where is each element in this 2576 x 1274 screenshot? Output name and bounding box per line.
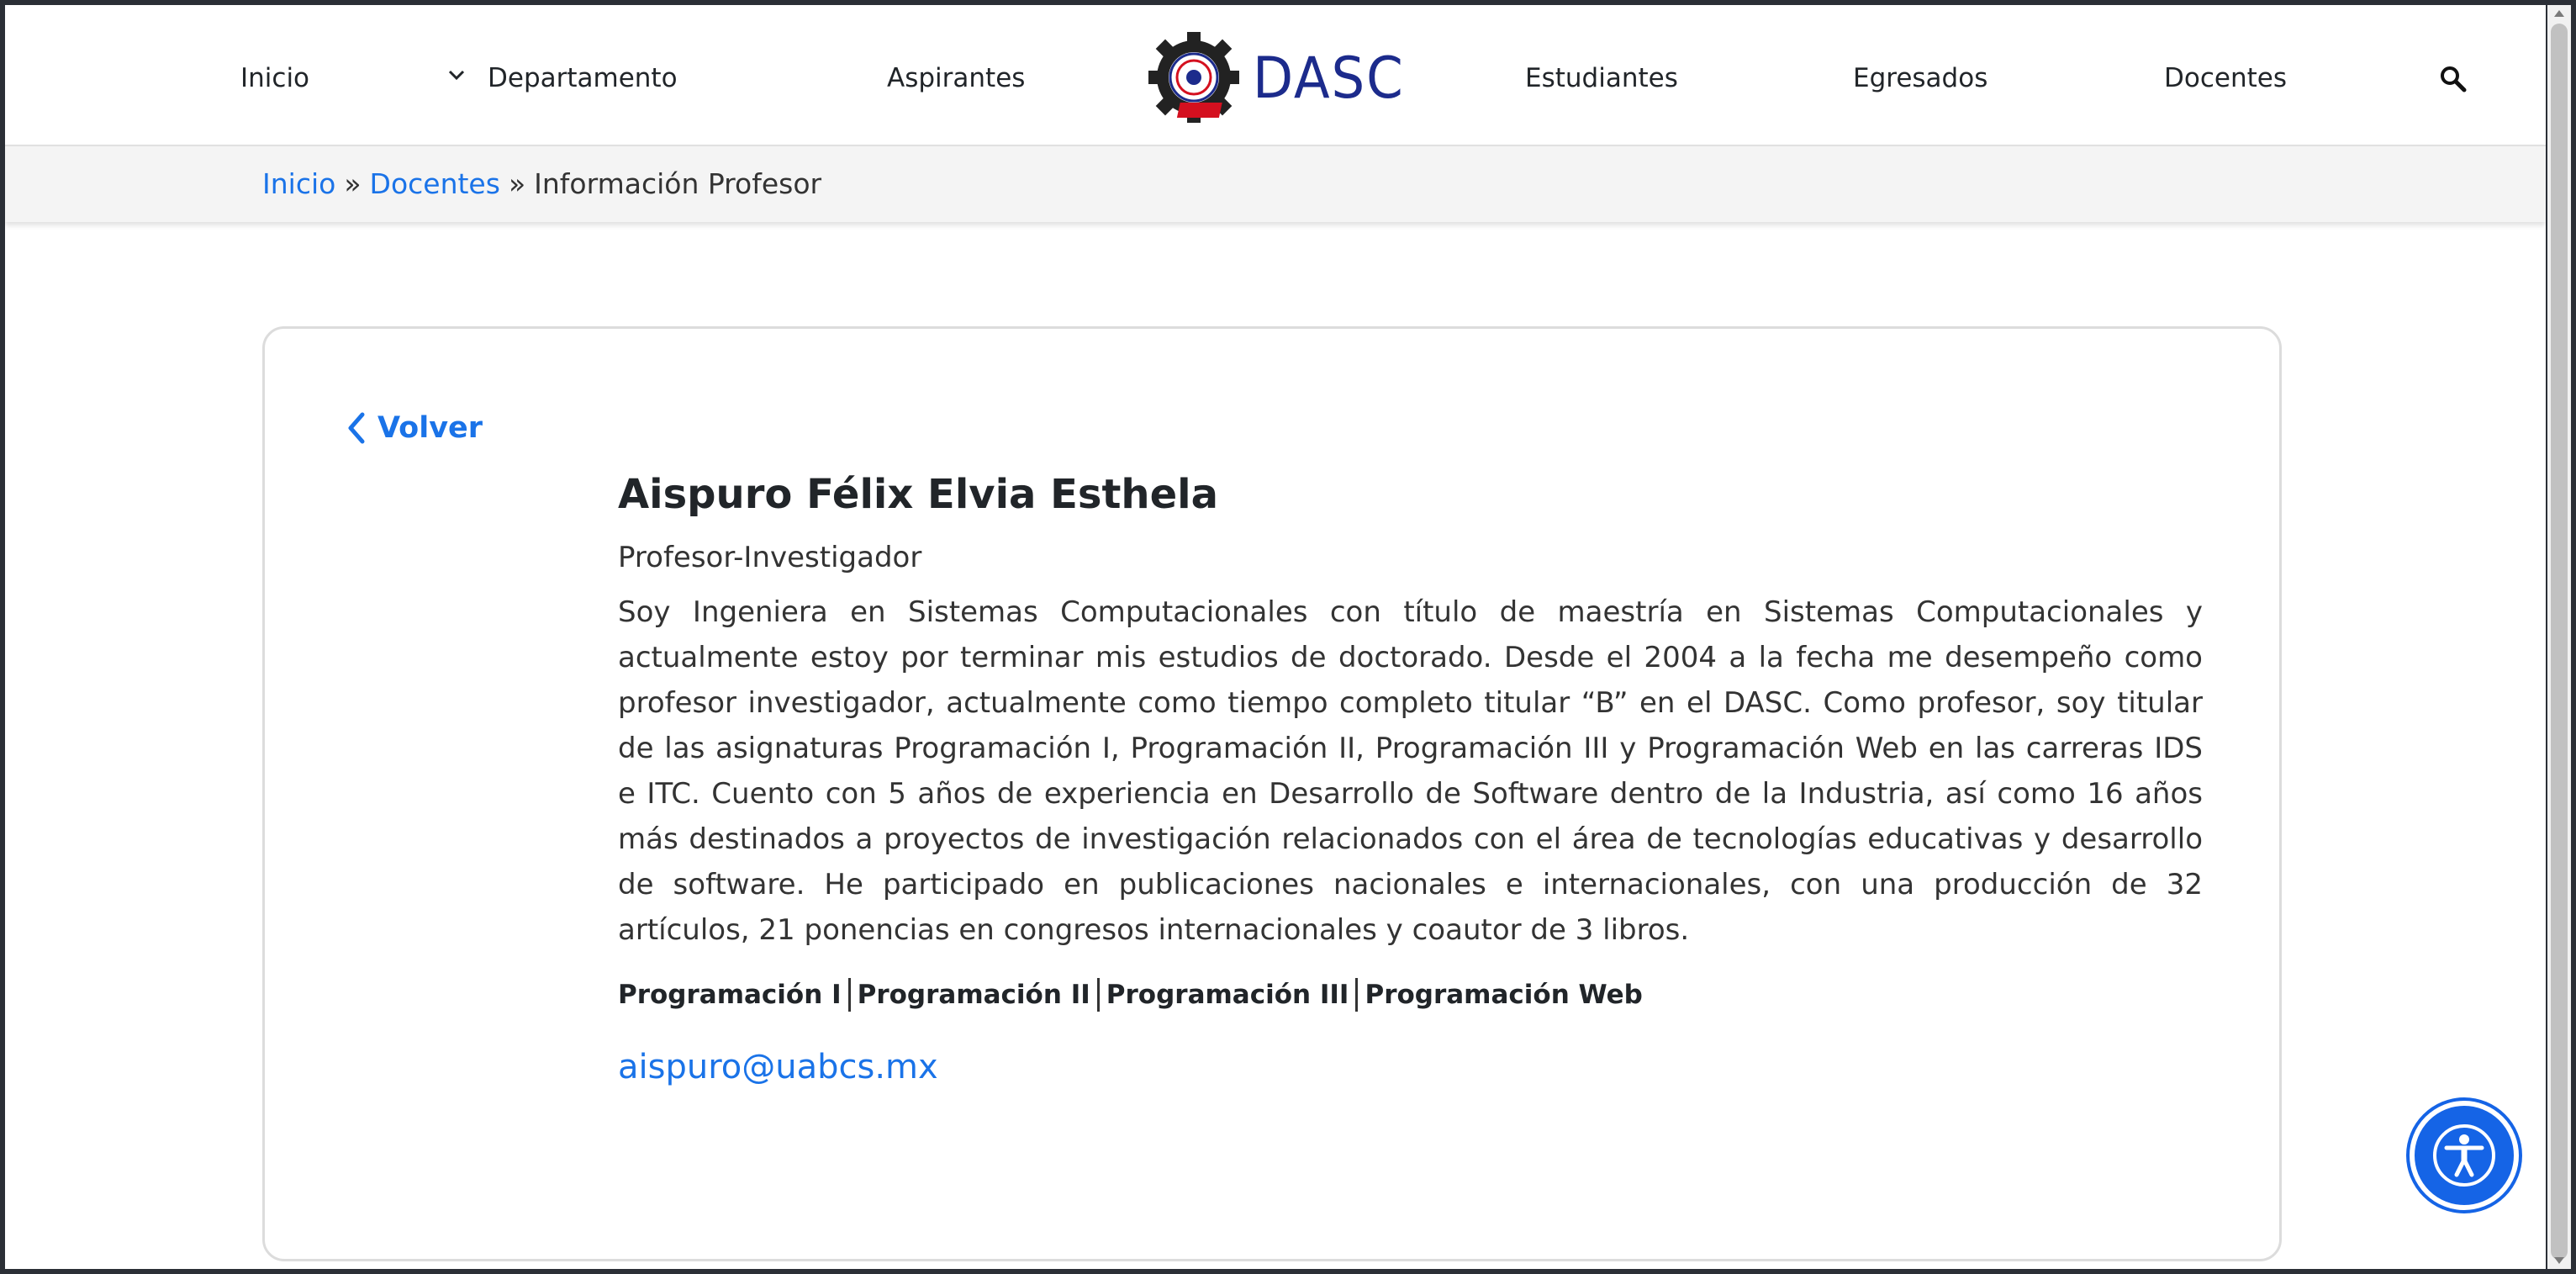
professor-email-link[interactable]: aispuro@uabcs.mx: [618, 1048, 938, 1086]
chevron-down-icon[interactable]: [446, 64, 467, 86]
search-icon[interactable]: [2436, 62, 2470, 96]
breadcrumb-separator: »: [344, 167, 362, 200]
breadcrumb-inicio[interactable]: Inicio: [262, 167, 336, 200]
professor-bio: Soy Ingeniera en Sistemas Computacionales con título de maestría en Sistemas Computacionales y actualmente estoy por terminar mis estudios de doctorado. Desde el 2004 a la fecha me desempeño como profesor investigador, actualmente como tiempo completo titular “B” en el DASC. Como profesor, soy titular de las asignaturas Programación I, Programación II, Programación III y Programación Web en las carreras IDS e ITC. Cuento con 5 años de experiencia en Desarrollo de Software dentro de la Industria, así como 16 años más destinados a proyectos de investigación relacionados con el área de tecnologías educativas y desarrollo de software. He participado en publicaciones nacionales e internacionales, con una producción de 32 artículos, 21 ponencias en congresos internacionales y coautor de 3 libros.: [618, 595, 2203, 947]
page-scrollbar[interactable]: [2547, 5, 2571, 1269]
back-button[interactable]: [346, 411, 483, 445]
profile-content: [618, 465, 2203, 1091]
nav-docentes[interactable]: Docentes: [2164, 63, 2287, 93]
breadcrumb-docentes[interactable]: Docentes: [369, 167, 500, 200]
subject-item: Programación III: [1106, 980, 1349, 1010]
subjects-list: [618, 978, 2203, 1012]
dasc-logo[interactable]: [1147, 30, 1404, 128]
back-label: Volver: [377, 411, 483, 445]
subject-divider: [1355, 978, 1358, 1012]
chevron-left-icon: [346, 411, 367, 445]
subject-item: Programación Web: [1365, 980, 1643, 1010]
accessibility-icon: [2431, 1123, 2497, 1188]
logo-text: DASC: [1253, 45, 1405, 112]
breadcrumb-separator: »: [508, 167, 526, 200]
site-header: [5, 5, 2546, 145]
browser-viewport: [5, 5, 2546, 1269]
subject-divider: [1097, 978, 1100, 1012]
subject-divider: [848, 978, 851, 1012]
scroll-down-icon[interactable]: [2554, 1257, 2564, 1264]
subject-item: Programación II: [857, 980, 1090, 1010]
scroll-up-icon[interactable]: [2554, 10, 2564, 17]
professor-role: Profesor-Investigador: [618, 541, 922, 574]
nav-estudiantes[interactable]: Estudiantes: [1525, 63, 1678, 93]
subject-item: Programación I: [618, 980, 842, 1010]
profile-card: [262, 326, 2282, 1261]
nav-aspirantes[interactable]: Aspirantes: [887, 63, 1026, 93]
breadcrumb: [262, 165, 821, 204]
nav-egresados[interactable]: Egresados: [1853, 63, 1988, 93]
gear-logo-icon: [1147, 30, 1248, 128]
scroll-thumb[interactable]: [2551, 24, 2568, 1260]
breadcrumb-bar: [5, 145, 2546, 222]
breadcrumb-current: Información Profesor: [534, 167, 822, 200]
professor-name: Aispuro Félix Elvia Esthela: [618, 471, 1218, 518]
nav-inicio[interactable]: Inicio: [240, 63, 310, 93]
accessibility-button[interactable]: [2410, 1101, 2519, 1210]
nav-departamento[interactable]: Departamento: [488, 63, 678, 93]
